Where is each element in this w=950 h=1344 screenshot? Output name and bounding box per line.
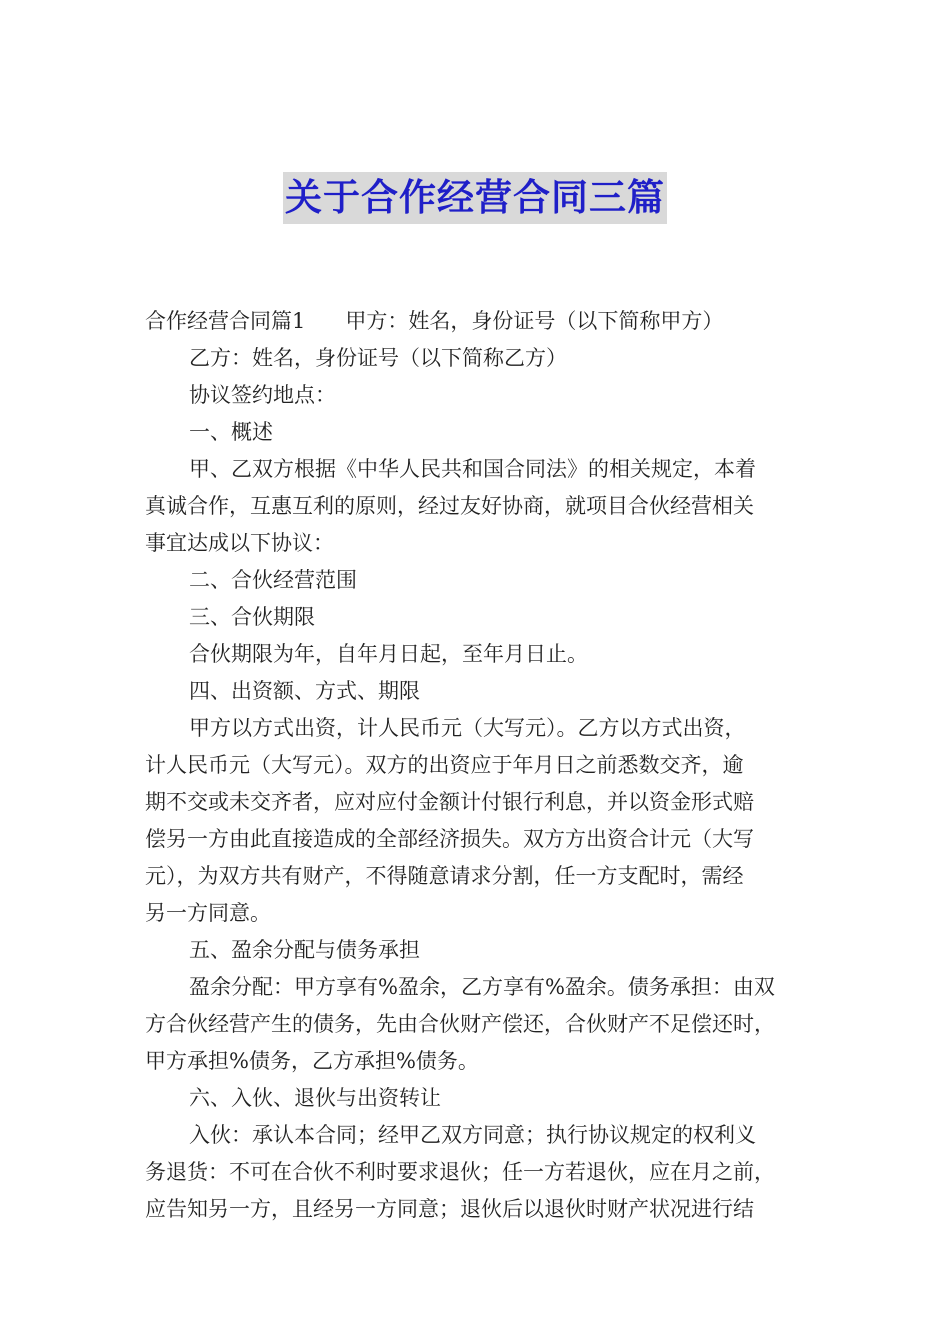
- party-a-line: 甲方：姓名，身份证号（以下简称甲方）: [345, 309, 724, 333]
- document-title: 关于合作经营合同三篇: [283, 172, 667, 224]
- body-line: 二、合伙经营范围: [189, 568, 357, 592]
- body-line: 应告知另一方，且经另一方同意；退伙后以退伙时财产状况进行结: [145, 1197, 754, 1221]
- body-line: 合伙期限为年，自年月日起，至年月日止。: [189, 642, 588, 666]
- body-line: 甲方以方式出资，计人民币元（大写元）。乙方以方式出资，: [189, 716, 746, 740]
- body-line: 期不交或未交齐者，应对应付金额计付银行利息，并以资金形式赔: [145, 790, 754, 814]
- document-body: [145, 303, 817, 1228]
- contract-heading: 合作经营合同篇1: [145, 309, 306, 333]
- title-container: [0, 172, 950, 224]
- body-line: 五、盈余分配与债务承担: [189, 938, 420, 962]
- body-line: 三、合伙期限: [189, 605, 315, 629]
- body-line: 甲方承担%债务，乙方承担%债务。: [145, 1049, 479, 1073]
- body-line: 六、入伙、退伙与出资转让: [189, 1086, 441, 1110]
- body-line: 方合伙经营产生的债务，先由合伙财产偿还，合伙财产不足偿还时，: [145, 1012, 775, 1036]
- body-line: 甲、乙双方根据《中华人民共和国合同法》的相关规定，本着: [189, 457, 756, 481]
- body-line: 务退货：不可在合伙不利时要求退伙；任一方若退伙，应在月之前，: [145, 1160, 775, 1184]
- body-line: 计人民币元（大写元）。双方的出资应于年月日之前悉数交齐，逾: [145, 753, 744, 777]
- body-line: 协议签约地点：: [189, 383, 336, 407]
- body-line: 盈余分配：甲方享有%盈余，乙方享有%盈余。债务承担：由双: [189, 975, 775, 999]
- body-line: 偿另一方由此直接造成的全部经济损失。双方方出资合计元（大写: [145, 827, 754, 851]
- body-line: 元），为双方共有财产，不得随意请求分割，任一方支配时，需经: [145, 864, 744, 888]
- body-lines: [145, 340, 817, 1228]
- body-line: 一、概述: [189, 420, 273, 444]
- body-line: 真诚合作，互惠互利的原则，经过友好协商，就项目合伙经营相关: [145, 494, 754, 518]
- body-line: 入伙：承认本合同；经甲乙双方同意；执行协议规定的权利义: [189, 1123, 756, 1147]
- first-line: [145, 303, 817, 340]
- body-line: 事宜达成以下协议：: [145, 531, 334, 555]
- body-line: 乙方：姓名，身份证号（以下简称乙方）: [189, 346, 567, 370]
- body-line: 另一方同意。: [145, 901, 271, 925]
- body-line: 四、出资额、方式、期限: [189, 679, 420, 703]
